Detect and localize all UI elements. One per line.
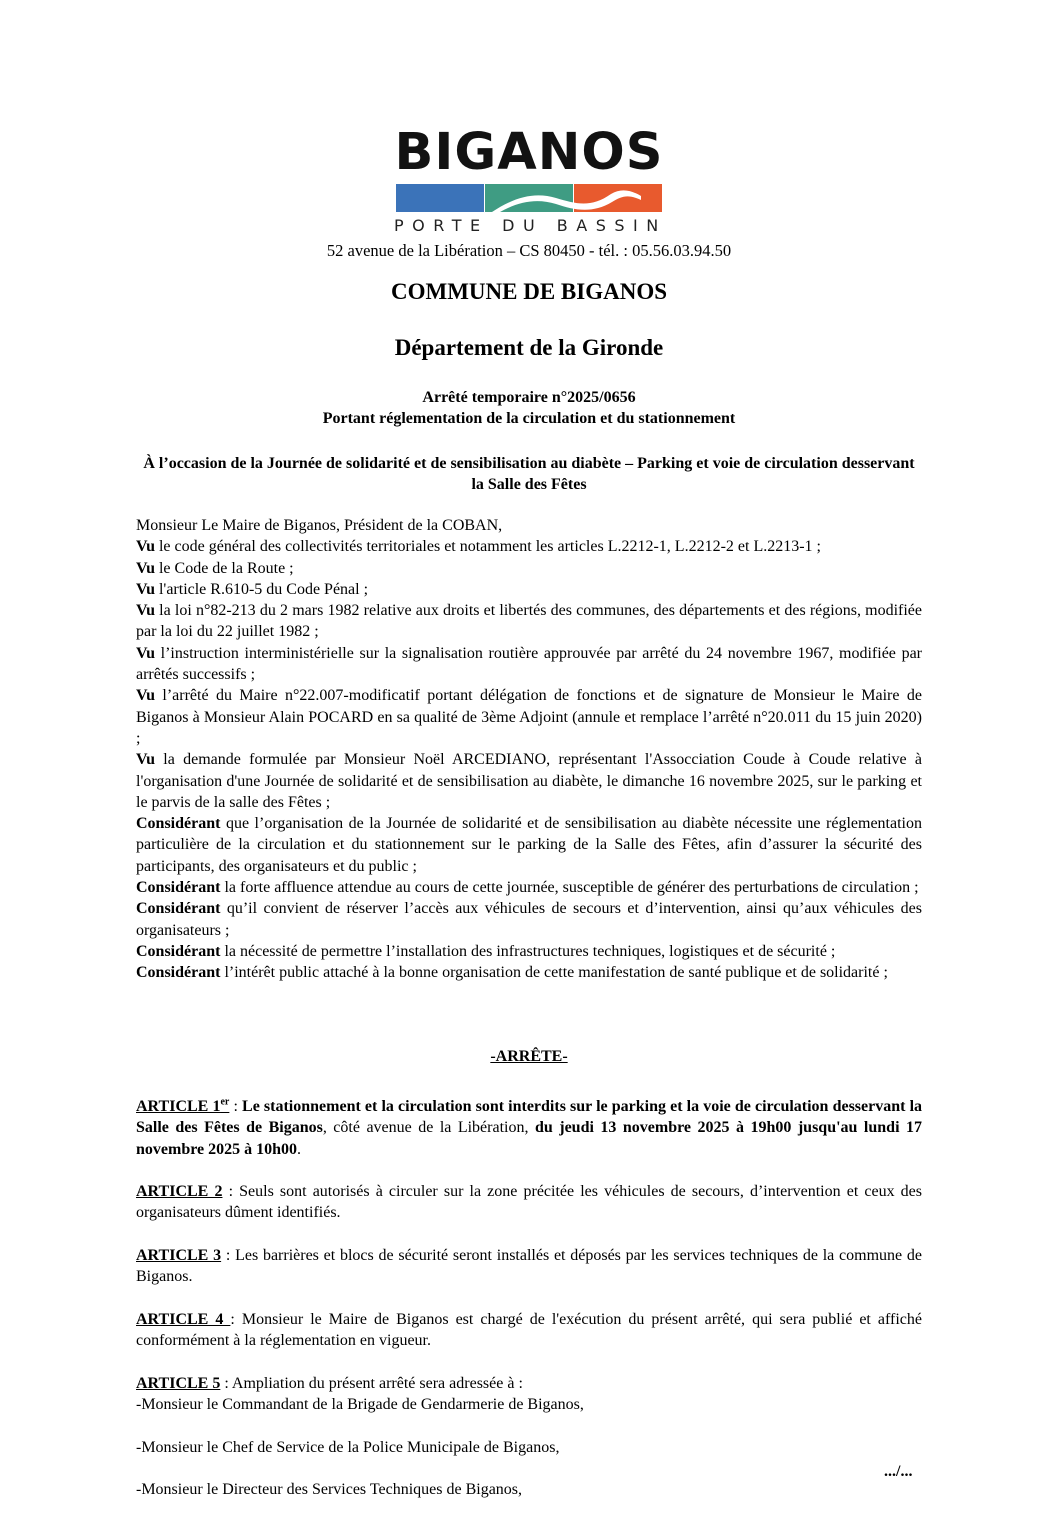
preamble-item (136, 579, 922, 600)
logo-color-band (396, 184, 662, 212)
article-1-text: , côté avenue de la Libération, (322, 1119, 535, 1137)
article-1-dates: du jeudi 13 novembre 2025 à 19h00 jusqu'au lundi 17 novembre 2025 à 10h00 (136, 1119, 923, 1158)
town-hall-address: 52 avenue de la Libération – CS 80450 - tél. : 05.56.03.94.50 (326, 241, 732, 260)
article-2-text: : Seuls sont autorisés à circuler sur la zone précitée les véhicules de secours, d’intervention et ceux des organisateurs dûment identifiés. (136, 1183, 923, 1222)
recipient-item: -Monsieur le Commandant de la Brigade de Gendarmerie de Biganos, (136, 1396, 584, 1414)
preamble-keyword: Vu (136, 580, 155, 598)
preamble-text: l’intérêt public attaché à la bonne organisation de cette manifestation de santé publique et de solidarité ; (220, 964, 888, 982)
page-continuation-mark: .../... (884, 1463, 913, 1480)
article-1-title-sup: er (220, 1096, 230, 1108)
article-2-title: ARTICLE 2 (136, 1183, 223, 1201)
preamble-text: la loi n°82-213 du 2 mars 1982 relative aux droits et libertés des communes, des départements et des régions, modifiée par la loi du 22 juillet 1982 ; (136, 602, 922, 641)
preamble-item (136, 643, 922, 686)
preamble-keyword: Vu (136, 687, 155, 705)
preamble-text: la nécessité de permettre l’installation des infrastructures techniques, logistiques et de sécurité ; (220, 942, 836, 960)
preamble-keyword: Vu (136, 559, 155, 577)
preamble-item (136, 685, 922, 749)
preamble (136, 515, 922, 984)
preamble-text: l'article R.610-5 du Code Pénal ; (154, 580, 369, 598)
preamble-item (136, 898, 922, 941)
article-4 (136, 1309, 922, 1352)
preamble-intro: Monsieur Le Maire de Biganos, Président de la COBAN, (136, 517, 503, 534)
preamble-item (136, 962, 922, 983)
preamble-keyword: Vu (136, 751, 155, 769)
article-1-title-text: ARTICLE 1 (136, 1098, 221, 1115)
preamble-keyword: Considérant (136, 900, 221, 918)
arrete-number: Arrêté temporaire n°2025/0656 (422, 389, 636, 406)
preamble-keyword: Considérant (136, 815, 221, 833)
article-4-text: : Monsieur le Maire de Biganos est chargé de l'exécution du présent arrêté, qui sera publié et affiché conformément à la réglementation en vigueur. (136, 1310, 923, 1350)
article-3-text: : Les barrières et blocs de sécurité seront installés et déposés par les services techniques de la commune de Biganos. (136, 1247, 923, 1286)
preamble-keyword: Vu (136, 644, 155, 662)
preamble-text: la demande formulée par Monsieur Noël ARCEDIANO, représentant l'Assocciation Coude à Coude relative à l'organisation d'une Journée de solidarité et de sensibilisation au diabète, le dimanche 16 novembre 2025, sur le parking et le parvis de la salle des Fêtes ; (136, 751, 922, 811)
preamble-text: que l’organisation de la Journée de solidarité et de sensibilisation au diabète nécessite une réglementation particulière de la circulation et du stationnement sur le parking de la Salle des Fêtes, afin d’assurer la sécurité des participants, des organisateurs et du public ; (136, 815, 922, 875)
departement-title: Département de la Gironde (394, 335, 664, 360)
article-1-bold-text: Le stationnement et la circulation sont interdits sur le parking et la voie de circulation desservant la Salle des Fêtes de Biganos (136, 1098, 923, 1137)
biganos-logo (394, 123, 667, 240)
article-1-end: . (297, 1140, 302, 1158)
articles (136, 1096, 922, 1522)
preamble-item (136, 558, 922, 579)
preamble-text: l’arrêté du Maire n°22.007-modificatif portant délégation de fonctions et de signature de Monsieur le Maire de Biganos à Monsieur Alain POCARD en sa qualité de 3ème Adjoint (annule et remplace l’arrêté n°20.011 du 15 juin 2020) ; (136, 687, 922, 747)
preamble-text: la forte affluence attendue au cours de cette journée, susceptible de générer des perturbations de circulation ; (220, 879, 919, 897)
commune-title: COMMUNE DE BIGANOS (390, 279, 667, 304)
preamble-text: qu’il convient de réserver l’accès aux véhicules de secours et d’intervention, ainsi qu’aux véhicules des organisateurs ; (136, 900, 922, 939)
preamble-keyword: Considérant (136, 964, 221, 982)
logo-tagline: PORTE DU BASSIN (394, 216, 667, 235)
arrete-occasion: À l’occasion de la Journée de solidarité et de sensibilisation au diabète – Parking et voie de circulation desservant la Salle des Fêtes (143, 455, 915, 493)
article-5 (136, 1373, 922, 1394)
article-3 (136, 1245, 922, 1288)
logo-wordmark: BIGANOS (394, 123, 664, 182)
article-3-title: ARTICLE 3 (136, 1247, 222, 1265)
preamble-keyword: Vu (136, 538, 155, 556)
logo-band-blue (396, 184, 484, 212)
article-1-title (136, 1098, 229, 1115)
preamble-keyword: Considérant (136, 942, 221, 960)
recipient-item: -Monsieur le Chef de Service de la Police Municipale de Biganos, (136, 1438, 560, 1456)
recipient-item: -Monsieur le Directeur des Services Techniques de Biganos, (136, 1481, 523, 1499)
arrete-subject: Portant réglementation de la circulation et du stationnement (322, 410, 736, 427)
article-1 (136, 1096, 922, 1160)
preamble-text: le Code de la Route ; (154, 559, 294, 577)
preamble-item (136, 536, 922, 557)
preamble-item (136, 600, 922, 643)
article-2 (136, 1181, 922, 1224)
article-1-separator: : (229, 1098, 243, 1115)
preamble-text: le code général des collectivités territoriales et notamment les articles L.2212-1, L.2212-2 et L.2213-1 ; (154, 538, 821, 556)
preamble-text: l’instruction interministérielle sur la signalisation routière approuvée par arrêté du 24 novembre 1967, modifiée par arrêtés successifs ; (136, 644, 922, 684)
decision-title: -ARRÊTE- (490, 1048, 568, 1065)
preamble-item (136, 877, 922, 898)
preamble-keyword: Considérant (136, 879, 221, 897)
preamble-item (136, 813, 922, 877)
article-5-text: : Ampliation du présent arrêté sera adressée à : (220, 1374, 523, 1392)
article-5-title: ARTICLE 5 (136, 1374, 221, 1392)
preamble-keyword: Vu (136, 602, 155, 620)
preamble-item (136, 749, 922, 813)
article-4-title: ARTICLE 4 (136, 1310, 231, 1328)
preamble-item (136, 941, 922, 962)
